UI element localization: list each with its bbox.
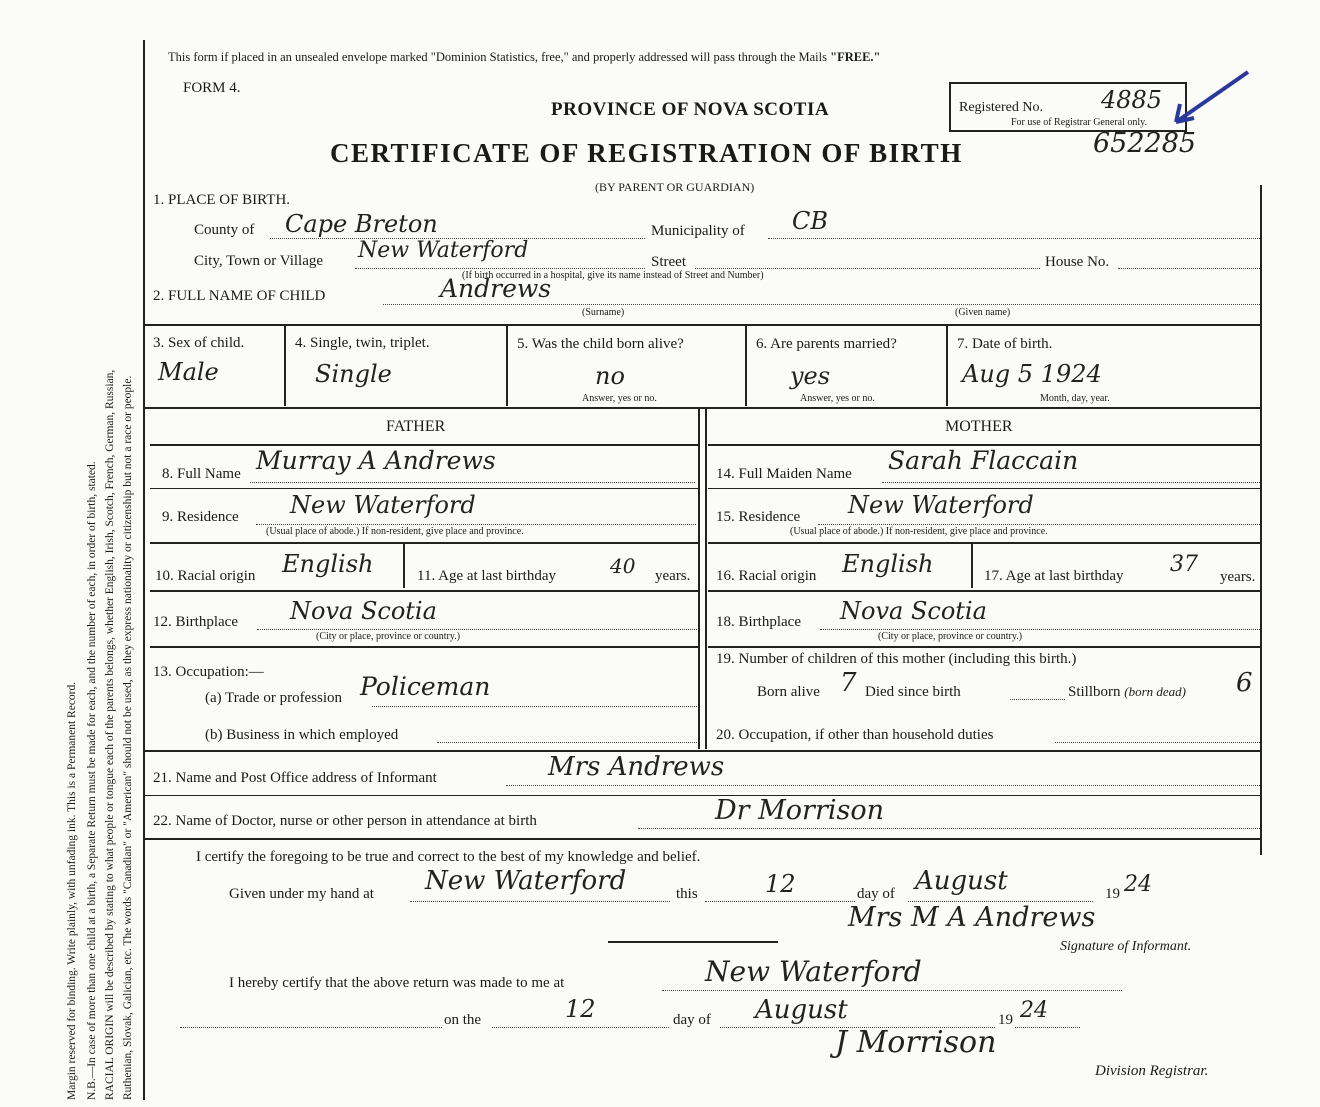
col-divider-1: [284, 326, 286, 406]
father-name-value: Murray A Andrews: [256, 446, 496, 475]
father-col-divider: [403, 544, 405, 588]
city-value: New Waterford: [358, 238, 529, 263]
stillborn-note: (born dead): [1124, 684, 1187, 699]
given-place-value: New Waterford: [425, 866, 627, 896]
father-birthplace-value: Nova Scotia: [290, 597, 437, 625]
date-of-birth-caption: Month, day, year.: [1040, 393, 1110, 404]
born-alive-count-label: Born alive: [757, 684, 820, 700]
single-twin-label: 4. Single, twin, triplet.: [295, 335, 430, 351]
mother-name-value: Sarah Flaccain: [888, 446, 1079, 475]
mother-occupation-line: [1055, 742, 1260, 743]
surname-caption: (Surname): [582, 307, 625, 318]
city-line: [355, 268, 645, 269]
informant-line: [506, 785, 1260, 786]
father-birthplace-line: [257, 629, 697, 630]
born-alive-value: no: [595, 362, 625, 390]
center-divider-a: [698, 409, 700, 749]
serial-number: 652285: [1093, 128, 1197, 159]
father-rule-3: [150, 590, 698, 592]
father-rule-1: [150, 488, 698, 489]
mother-name-label: 14. Full Maiden Name: [716, 466, 852, 482]
trade-line: [372, 706, 697, 707]
born-alive-count-value: 7: [840, 668, 857, 698]
registrar-place-value: New Waterford: [705, 955, 922, 988]
father-racial-value: English: [282, 550, 374, 578]
sex-label: 3. Sex of child.: [153, 335, 245, 351]
given-under-hand-label: Given under my hand at: [229, 886, 374, 902]
registrar-year-value: 24: [1020, 998, 1048, 1023]
father-residence-line: [256, 524, 696, 525]
died-since-birth-label: Died since birth: [865, 684, 961, 700]
registered-no-value: 4885: [1101, 86, 1163, 114]
business-label: (b) Business in which employed: [205, 727, 399, 743]
mother-rule-2: [708, 542, 1260, 544]
mother-rule-1: [708, 488, 1260, 489]
registrar-signature: J Morrison: [835, 1025, 997, 1060]
mother-age-value: 37: [1170, 552, 1198, 577]
county-value: Cape Breton: [285, 210, 438, 238]
registrar-day-value: 12: [565, 995, 596, 1023]
postal-note: [168, 50, 880, 65]
mother-residence-label: 15. Residence: [716, 509, 801, 525]
died-since-birth-line: [1010, 699, 1065, 700]
mother-birthplace-value: Nova Scotia: [840, 597, 987, 625]
registrar-caption: Division Registrar.: [1095, 1063, 1209, 1079]
postal-note-free: "FREE.": [830, 50, 881, 64]
mother-children-label: 19. Number of children of this mother (including this birth.): [716, 651, 1077, 667]
mother-birthplace-caption: (City or place, province or country.): [878, 631, 1023, 642]
born-alive-caption: Answer, yes or no.: [582, 393, 657, 404]
father-residence-caption: (Usual place of abode.) If non-resident, give place and province.: [266, 526, 524, 537]
day-value: 12: [765, 870, 796, 898]
margin-note-multiple-births: N.B.—In case of more than one child at a birth, a Separate Return must be made for each, and the number of each, in order of birth, stated.: [86, 461, 98, 1100]
mother-years-label: years.: [1220, 569, 1256, 585]
municipality-value: CB: [792, 207, 828, 235]
mother-name-line: [882, 482, 1260, 483]
father-age-label: 11. Age at last birthday: [417, 568, 556, 584]
col-divider-3: [745, 326, 747, 406]
col-divider-4: [946, 326, 948, 406]
on-the-label: on the: [444, 1012, 482, 1028]
parents-married-value: yes: [790, 362, 831, 390]
form-number: FORM 4.: [183, 80, 241, 96]
parents-married-label: 6. Are parents married?: [756, 336, 897, 352]
stillborn-label-text: Stillborn: [1068, 684, 1121, 700]
father-birthplace-caption: (City or place, province or country.): [316, 631, 461, 642]
date-of-birth-value: Aug 5 1924: [962, 360, 1102, 388]
registrar-year-prefix: 19: [998, 1012, 1013, 1028]
doctor-label: 22. Name of Doctor, nurse or other person in attendance at birth: [153, 813, 537, 829]
postal-note-text: This form if placed in an unsealed envelope marked "Dominion Statistics, free," and properly addressed will pass through the Mails: [168, 50, 831, 64]
father-residence-value: New Waterford: [290, 491, 476, 519]
month-value: August: [915, 866, 1008, 896]
father-racial-label: 10. Racial origin: [155, 568, 256, 584]
mother-racial-label: 16. Racial origin: [716, 568, 817, 584]
mother-residence-caption: (Usual place of abode.) If non-resident, give place and province.: [790, 526, 1048, 537]
child-surname-value: Andrews: [440, 274, 552, 303]
municipality-line: [768, 238, 1260, 239]
doctor-line: [638, 828, 1260, 829]
parents-married-caption: Answer, yes or no.: [800, 393, 875, 404]
father-birthplace-label: 12. Birthplace: [153, 614, 238, 630]
on-the-lead-line: [180, 1027, 442, 1028]
registrar-box: [949, 82, 1187, 132]
trade-label: (a) Trade or profession: [205, 690, 343, 706]
house-no-label: House No.: [1045, 254, 1110, 270]
house-no-line: [1118, 268, 1260, 269]
registrar-statement: I hereby certify that the above return was made to me at: [229, 975, 565, 991]
mother-occupation-label: 20. Occupation, if other than household duties: [716, 727, 994, 743]
signature-caption: Signature of Informant.: [1060, 939, 1192, 954]
father-years-label: years.: [655, 568, 691, 584]
margin-note-racial-origin-cont: Ruthenian, Slovak, Galician, etc. The words "Canadian" or "American" should not be used, as they express nationality or citizenship but not a race or people.: [122, 375, 134, 1100]
given-name-caption: (Given name): [955, 307, 1011, 318]
mother-residence-value: New Waterford: [848, 491, 1034, 519]
informant-value: Mrs Andrews: [548, 752, 725, 782]
doctor-value: Dr Morrison: [715, 795, 884, 826]
divider-1: [143, 324, 1260, 326]
registrar-place-line: [662, 990, 1122, 991]
given-place-line: [410, 901, 670, 902]
father-residence-label: 9. Residence: [162, 509, 239, 525]
city-label: City, Town or Village: [194, 253, 324, 269]
year-prefix: 19: [1105, 886, 1120, 902]
mother-col-divider: [971, 544, 973, 588]
father-age-value: 40: [610, 554, 636, 578]
left-border: [143, 40, 145, 1100]
municipality-label: Municipality of: [651, 223, 745, 239]
place-of-birth-heading: 1. PLACE OF BIRTH.: [153, 192, 291, 208]
mother-heading: MOTHER: [945, 418, 1013, 435]
date-of-birth-label: 7. Date of birth.: [957, 336, 1053, 352]
trade-value: Policeman: [360, 672, 491, 701]
county-label: County of: [194, 222, 255, 238]
registrar-year-line: [1015, 1027, 1080, 1028]
father-rule-2: [150, 542, 698, 544]
registrar-day-of-label: day of: [673, 1012, 711, 1028]
sex-value: Male: [158, 358, 219, 386]
father-rule-4: [150, 646, 698, 648]
mother-rule-4: [708, 646, 1260, 648]
day-of-label: day of: [857, 886, 895, 902]
certify-statement: I certify the foregoing to be true and correct to the best of my knowledge and belief.: [196, 849, 701, 865]
registrar-only-note: For use of Registrar General only.: [1011, 117, 1147, 128]
divider-5: [143, 838, 1260, 840]
registered-no-label: Registered No.: [959, 100, 1043, 115]
registrar-month-value: August: [755, 995, 848, 1025]
certificate-title: CERTIFICATE OF REGISTRATION OF BIRTH: [330, 138, 963, 168]
center-divider-b: [705, 409, 707, 749]
single-twin-value: Single: [315, 360, 392, 388]
child-name-label: 2. FULL NAME OF CHILD: [153, 288, 326, 304]
col-divider-2: [506, 326, 508, 406]
day-line: [705, 901, 855, 902]
father-name-line: [250, 482, 695, 483]
mother-racial-value: English: [842, 550, 934, 578]
mother-residence-line: [818, 524, 1260, 525]
mother-age-label: 17. Age at last birthday: [984, 568, 1124, 584]
street-label: Street: [651, 254, 686, 270]
mother-birthplace-line: [820, 629, 1260, 630]
mother-birthplace-label: 18. Birthplace: [716, 614, 801, 630]
child-name-line: [383, 304, 1260, 305]
informant-signature: Mrs M A Andrews: [848, 902, 1096, 933]
stillborn-label: [1068, 684, 1186, 701]
business-line: [437, 742, 697, 743]
father-heading: FATHER: [386, 418, 446, 435]
margin-note-binding: Margin reserved for binding. Write plainly, with unfading ink. This is a Permanent Record.: [66, 681, 78, 1100]
informant-label: 21. Name and Post Office address of Informant: [153, 770, 437, 786]
year-value: 24: [1124, 872, 1152, 897]
cert-separator: [608, 941, 778, 943]
born-alive-label: 5. Was the child born alive?: [517, 336, 684, 352]
hospital-note: (If birth occurred in a hospital, give its name instead of Street and Number): [462, 270, 764, 281]
father-name-label: 8. Full Name: [162, 466, 241, 482]
divider-2: [143, 407, 1260, 409]
margin-note-racial-origin: RACIAL ORIGIN will be described by stating to what people or tongue each of the parents belongs, whether English, Irish, Scotch, French, German, Russian,: [104, 369, 116, 1100]
occupation-label: 13. Occupation:—: [153, 664, 264, 680]
registrar-day-line: [492, 1027, 669, 1028]
province-heading: PROVINCE OF NOVA SCOTIA: [551, 99, 830, 120]
margin-notes: [8, 40, 136, 1100]
this-label: this: [676, 886, 698, 902]
mother-rule-3: [708, 590, 1260, 592]
street-line: [695, 268, 1040, 269]
certificate-subtitle: (BY PARENT OR GUARDIAN): [595, 180, 755, 194]
stillborn-value: 6: [1236, 668, 1253, 698]
right-border: [1260, 185, 1262, 855]
divider-4: [143, 795, 1260, 796]
check-mark-icon: [1170, 66, 1256, 130]
